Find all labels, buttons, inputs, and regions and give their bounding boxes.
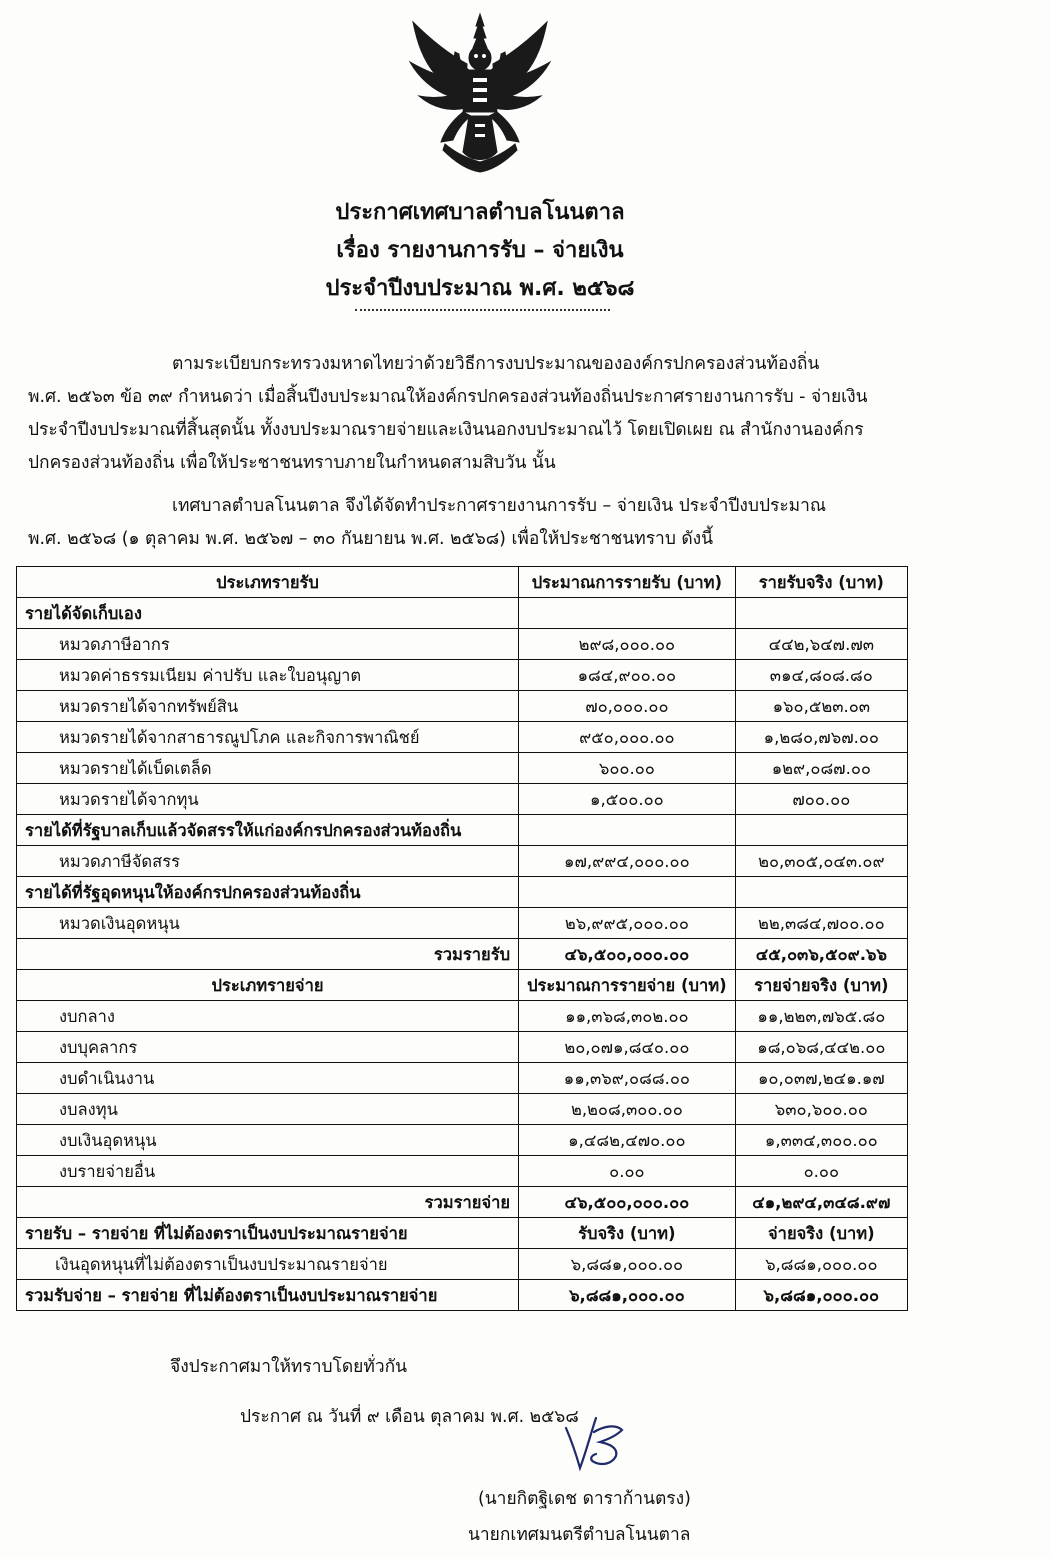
title-line2: เรื่อง รายงานการรับ – จ่ายเงิน bbox=[336, 238, 624, 263]
row-budget: ๙๕๐,๐๐๐.๐๐ bbox=[519, 722, 736, 753]
row-actual: ๑๒๙,๐๘๗.๐๐ bbox=[735, 753, 907, 784]
row-budget: ๑,๔๘๒,๔๗๐.๐๐ bbox=[519, 1125, 736, 1156]
offbudget-head-paid: จ่ายจริง (บาท) bbox=[735, 1218, 907, 1249]
offbudget-head-received: รับจริง (บาท) bbox=[519, 1218, 736, 1249]
row-label: เงินอุดหนุนที่ไม่ต้องตราเป็นงบประมาณรายจ่าย bbox=[17, 1249, 519, 1280]
table-row bbox=[17, 815, 908, 846]
row-budget: ๑๑,๓๖๘,๓๐๒.๐๐ bbox=[519, 1001, 736, 1032]
row-label: หมวดภาษีจัดสรร bbox=[17, 846, 519, 877]
row-actual: ๔๔๒,๖๔๗.๗๓ bbox=[735, 629, 907, 660]
row-actual: ๗๐๐.๐๐ bbox=[735, 784, 907, 815]
offbudget-total-paid: ๖,๘๘๑,๐๐๐.๐๐ bbox=[735, 1280, 907, 1311]
row-actual: ๑๐,๐๓๗,๒๔๑.๑๗ bbox=[735, 1063, 907, 1094]
row-actual: ๑,๓๓๔,๓๐๐.๐๐ bbox=[735, 1125, 907, 1156]
row-actual: ๑๖๐,๕๒๓.๐๓ bbox=[735, 691, 907, 722]
table-row bbox=[17, 846, 908, 877]
offbudget-total-received: ๖,๘๘๑,๐๐๐.๐๐ bbox=[519, 1280, 736, 1311]
table-row bbox=[17, 1094, 908, 1125]
row-label: หมวดรายได้จากทุน bbox=[17, 784, 519, 815]
revenue-group2: รายได้ที่รัฐบาลเก็บแล้วจัดสรรให้แก่องค์กรปกครองส่วนท้องถิ่น bbox=[17, 815, 519, 846]
row-paid: ๖,๘๘๑,๐๐๐.๐๐ bbox=[735, 1249, 907, 1280]
row-actual: ๓๑๔,๘๐๘.๘๐ bbox=[735, 660, 907, 691]
row-actual: ๑,๒๘๐,๗๖๗.๐๐ bbox=[735, 722, 907, 753]
revenue-expense-table bbox=[16, 566, 908, 1311]
signer-name: (นายกิตฐิเดช ดาราก้านตรง) bbox=[478, 1489, 691, 1509]
handwritten-signature-icon bbox=[560, 1402, 640, 1482]
row-label: หมวดรายได้จากสาธารณูปโภค และกิจการพาณิชย์ bbox=[17, 722, 519, 753]
offbudget-head-type: รายรับ – รายจ่าย ที่ไม่ต้องตราเป็นงบประมาณรายจ่าย bbox=[17, 1218, 519, 1249]
table-row bbox=[17, 939, 908, 970]
row-budget: ๑๘๔,๙๐๐.๐๐ bbox=[519, 660, 736, 691]
table-row bbox=[17, 1032, 908, 1063]
revenue-head-actual: รายรับจริง (บาท) bbox=[735, 567, 907, 598]
expense-head-budget: ประมาณการรายจ่าย (บาท) bbox=[519, 970, 736, 1001]
table-row bbox=[17, 1001, 908, 1032]
revenue-total-label: รวมรายรับ bbox=[17, 939, 519, 970]
row-label: งบบุคลากร bbox=[17, 1032, 519, 1063]
row-actual: ๒๒,๓๘๔,๗๐๐.๐๐ bbox=[735, 908, 907, 939]
table-row bbox=[17, 691, 908, 722]
title-line1: ประกาศเทศบาลตำบลโนนตาล bbox=[335, 200, 625, 225]
table-row bbox=[17, 1187, 908, 1218]
table-row bbox=[17, 722, 908, 753]
table-row bbox=[17, 1156, 908, 1187]
table-row bbox=[17, 1218, 908, 1249]
row-budget: ๒๖,๙๙๕,๐๐๐.๐๐ bbox=[519, 908, 736, 939]
row-budget: ๐.๐๐ bbox=[519, 1156, 736, 1187]
offbudget-total-label: รวมรับจ่าย – รายจ่าย ที่ไม่ต้องตราเป็นงบประมาณรายจ่าย bbox=[17, 1280, 519, 1311]
expense-total-actual: ๔๑,๒๙๔,๓๔๘.๙๗ bbox=[735, 1187, 907, 1218]
row-label: หมวดเงินอุดหนุน bbox=[17, 908, 519, 939]
row-label: งบกลาง bbox=[17, 1001, 519, 1032]
row-budget: ๒,๒๐๘,๓๐๐.๐๐ bbox=[519, 1094, 736, 1125]
table-row bbox=[17, 660, 908, 691]
title-line3: ประจำปีงบประมาณ พ.ศ. ๒๕๖๘ bbox=[325, 276, 635, 301]
table-row bbox=[17, 1063, 908, 1094]
revenue-head-type: ประเภทรายรับ bbox=[17, 567, 519, 598]
table-row bbox=[17, 1280, 908, 1311]
row-label: งบรายจ่ายอื่น bbox=[17, 1156, 519, 1187]
intro-line3: ประจำปีงบประมาณที่สิ้นสุดนั้น ทั้งงบประมาณรายจ่ายและเงินนอกงบประมาณไว้ โดยเปิดเผย ณ สำนักงานองค์กร bbox=[28, 420, 864, 440]
revenue-total-actual: ๔๕,๐๓๖,๕๐๙.๖๖ bbox=[735, 939, 907, 970]
row-actual: ๐.๐๐ bbox=[735, 1156, 907, 1187]
announce-text: จึงประกาศมาให้ทราบโดยทั่วกัน bbox=[170, 1357, 407, 1377]
row-label: งบลงทุน bbox=[17, 1094, 519, 1125]
dotted-divider bbox=[355, 309, 610, 311]
row-budget: ๑,๕๐๐.๐๐ bbox=[519, 784, 736, 815]
row-received: ๖,๘๘๑,๐๐๐.๐๐ bbox=[519, 1249, 736, 1280]
row-budget: ๒๙๘,๐๐๐.๐๐ bbox=[519, 629, 736, 660]
table-row bbox=[17, 1249, 908, 1280]
expense-total-budget: ๔๖,๕๐๐,๐๐๐.๐๐ bbox=[519, 1187, 736, 1218]
expense-total-label: รวมรายจ่าย bbox=[17, 1187, 519, 1218]
garuda-emblem-icon bbox=[405, 12, 555, 177]
intro-line6: พ.ศ. ๒๕๖๘ (๑ ตุลาคม พ.ศ. ๒๕๖๗ – ๓๐ กันยายน พ.ศ. ๒๕๖๘) เพื่อให้ประชาชนทราบ ดังนี้ bbox=[28, 529, 714, 549]
signer-title: นายกเทศมนตรีตำบลโนนตาล bbox=[468, 1525, 691, 1545]
row-actual: ๒๐,๓๐๕,๐๔๓.๐๙ bbox=[735, 846, 907, 877]
table-row bbox=[17, 598, 908, 629]
table-row bbox=[17, 567, 908, 598]
announce-date: ประกาศ ณ วันที่ ๙ เดือน ตุลาคม พ.ศ. ๒๕๖๘ bbox=[240, 1407, 579, 1427]
row-budget: ๒๐,๐๗๑,๘๔๐.๐๐ bbox=[519, 1032, 736, 1063]
row-label: หมวดรายได้จากทรัพย์สิน bbox=[17, 691, 519, 722]
row-label: หมวดภาษีอากร bbox=[17, 629, 519, 660]
intro-line5: เทศบาลตำบลโนนตาล จึงได้จัดทำประกาศรายงานการรับ – จ่ายเงิน ประจำปีงบประมาณ bbox=[172, 496, 827, 516]
table-row bbox=[17, 877, 908, 908]
row-label: หมวดค่าธรรมเนียม ค่าปรับ และใบอนุญาต bbox=[17, 660, 519, 691]
row-budget: ๑๗,๙๙๔,๐๐๐.๐๐ bbox=[519, 846, 736, 877]
row-budget: ๖๐๐.๐๐ bbox=[519, 753, 736, 784]
table-row bbox=[17, 908, 908, 939]
revenue-total-budget: ๔๖,๕๐๐,๐๐๐.๐๐ bbox=[519, 939, 736, 970]
row-budget: ๗๐,๐๐๐.๐๐ bbox=[519, 691, 736, 722]
expense-head-type: ประเภทรายจ่าย bbox=[17, 970, 519, 1001]
intro-line2: พ.ศ. ๒๕๖๓ ข้อ ๓๙ กำหนดว่า เมื่อสิ้นปีงบประมาณให้องค์กรปกครองส่วนท้องถิ่นประกาศรายงานการรับ - จ่ายเงิน bbox=[28, 387, 868, 407]
intro-line1: ตามระเบียบกระทรวงมหาดไทยว่าด้วยวิธีการงบประมาณขององค์กรปกครองส่วนท้องถิ่น bbox=[172, 354, 820, 374]
table-row bbox=[17, 629, 908, 660]
row-label: งบเงินอุดหนุน bbox=[17, 1125, 519, 1156]
table-row bbox=[17, 1125, 908, 1156]
revenue-group3: รายได้ที่รัฐอุดหนุนให้องค์กรปกครองส่วนท้องถิ่น bbox=[17, 877, 519, 908]
revenue-group1: รายได้จัดเก็บเอง bbox=[17, 598, 519, 629]
table-row bbox=[17, 970, 908, 1001]
row-label: หมวดรายได้เบ็ดเตล็ด bbox=[17, 753, 519, 784]
table-row bbox=[17, 753, 908, 784]
row-budget: ๑๑,๓๖๙,๐๘๘.๐๐ bbox=[519, 1063, 736, 1094]
row-actual: ๑๘,๐๖๘,๔๔๒.๐๐ bbox=[735, 1032, 907, 1063]
table-row bbox=[17, 784, 908, 815]
intro-line4: ปกครองส่วนท้องถิ่น เพื่อให้ประชาชนทราบภายในกำหนดสามสิบวัน นั้น bbox=[28, 453, 556, 473]
revenue-head-budget: ประมาณการรายรับ (บาท) bbox=[519, 567, 736, 598]
row-actual: ๖๓๐,๖๐๐.๐๐ bbox=[735, 1094, 907, 1125]
row-label: งบดำเนินงาน bbox=[17, 1063, 519, 1094]
expense-head-actual: รายจ่ายจริง (บาท) bbox=[735, 970, 907, 1001]
row-actual: ๑๑,๒๒๓,๗๖๕.๘๐ bbox=[735, 1001, 907, 1032]
